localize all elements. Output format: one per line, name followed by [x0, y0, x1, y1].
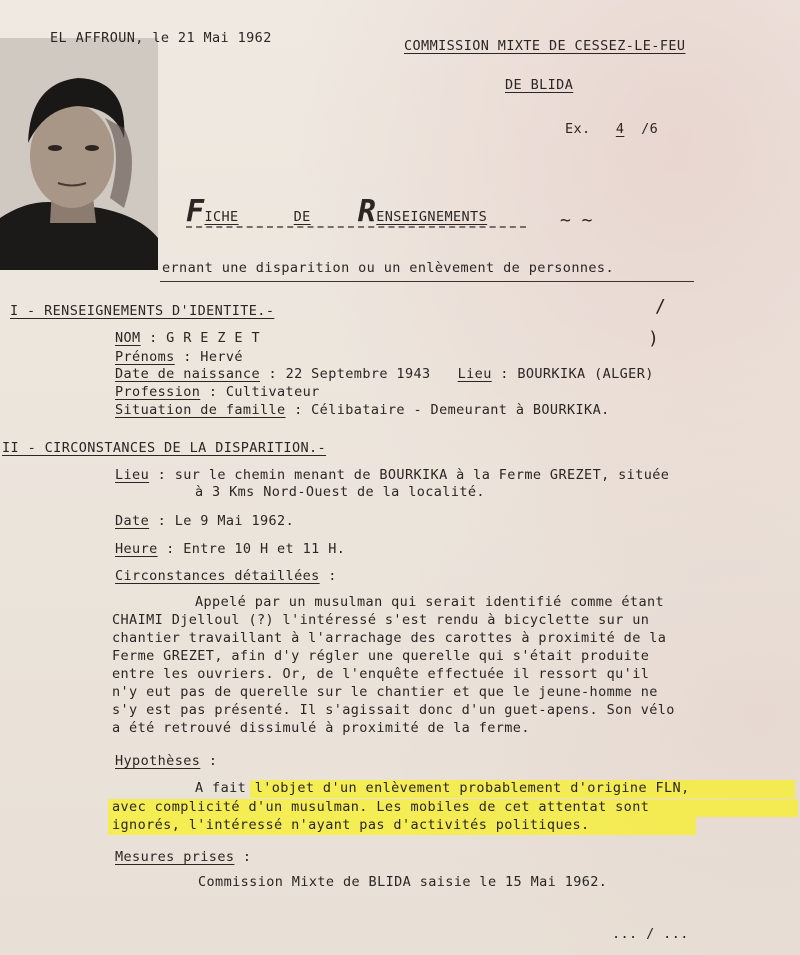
title-marks: ~ ~: [560, 210, 593, 231]
naissance-label: Date de naissance: [115, 366, 260, 382]
title-word-3: ENSEIGNEMENTS: [376, 209, 488, 225]
birth-place-label: Lieu: [457, 366, 492, 382]
date-row: [115, 513, 294, 529]
prenoms-label: Prénoms: [115, 349, 175, 365]
hypotheses-row: [115, 753, 217, 769]
title-underline: [186, 226, 526, 228]
date-label: Date: [115, 513, 150, 529]
portrait-photo: [0, 38, 158, 270]
mesures-value: Commission Mixte de BLIDA saisie le 15 Mai 1962.: [198, 874, 608, 890]
heure-label: Heure: [115, 541, 158, 557]
document-title: [186, 194, 487, 229]
profession-row: [115, 384, 320, 400]
margin-mark-1: /: [655, 296, 666, 317]
lieu-line-1: : sur le chemin menant de BOURKIKA à la Ferme GREZET, située: [157, 467, 670, 483]
commission-title: COMMISSION MIXTE DE CESSEZ-LE-FEU: [404, 38, 686, 54]
circumstances-line: a été retrouvé dissimulé à proximité de la ferme.: [112, 720, 530, 736]
copy-total: /6: [641, 121, 659, 137]
mesures-label: Mesures prises: [115, 849, 235, 865]
circumstances-line: chantier travaillant à l'arrachage des carottes à proximité de la: [112, 630, 667, 646]
margin-mark-2: ): [648, 328, 659, 349]
hypotheses-line: avec complicité d'un musulman. Les mobiles de cet attentat sont: [112, 799, 650, 815]
situation-value: : Célibataire - Demeurant à BOURKIKA.: [294, 402, 610, 418]
copy-label: Ex.: [565, 121, 591, 137]
copy-number: [565, 121, 658, 137]
naissance-value: : 22 Septembre 1943: [268, 366, 431, 382]
circumstances-line: s'y est pas présenté. Il s'agissait donc d'un guet-apens. Son vélo: [112, 702, 675, 718]
birth-place-value: : BOURKIKA (ALGER): [500, 366, 654, 382]
title-initial-r: R: [357, 194, 377, 229]
lieu-label: Lieu: [115, 467, 150, 483]
heure-value: : Entre 10 H et 11 H.: [166, 541, 346, 557]
lieu-line-2: à 3 Kms Nord-Ouest de la localité.: [195, 484, 485, 500]
heure-row: [115, 541, 345, 557]
circumstances-colon: :: [328, 568, 337, 584]
prenoms-row: [115, 349, 243, 365]
section-identity-heading: I - RENSEIGNEMENTS D'IDENTITE.-: [10, 303, 275, 319]
circumstances-line: entre les ouvriers. Or, de l'enquête effectuée il ressort qu'il: [112, 666, 650, 682]
title-initial-f: F: [186, 194, 205, 229]
circumstances-row: [115, 568, 337, 584]
nom-row: [115, 330, 260, 346]
title-word-2: DE: [293, 209, 311, 225]
continuation-mark: ... / ...: [612, 926, 689, 942]
situation-row: [115, 402, 610, 418]
lieu-row: [115, 467, 669, 483]
copy-index: 4: [615, 121, 625, 137]
hypotheses-line: ignorés, l'intéressé n'ayant pas d'activités politiques.: [112, 817, 590, 833]
circumstances-line: Ferme GREZET, afin d'y régler une querelle qui s'était produite: [112, 648, 650, 664]
nom-value: : G R E Z E T: [149, 330, 260, 346]
circumstances-line: n'y eut pas de querelle sur le chantier et que le jeune-homme ne: [112, 684, 658, 700]
naissance-row: [115, 366, 654, 382]
hypotheses-colon: :: [208, 753, 218, 769]
date-value: : Le 9 Mai 1962.: [157, 513, 295, 529]
profession-value: : Cultivateur: [208, 384, 320, 400]
hypotheses-line: A fait l'objet d'un enlèvement probablement d'origine FLN,: [195, 780, 690, 796]
circumstances-line: CHAIMI Djelloul (?) l'intéressé s'est rendu à bicyclette sur un: [112, 612, 650, 628]
section-circumstances-heading: II - CIRCONSTANCES DE LA DISPARITION.-: [2, 440, 327, 456]
place-date: EL AFFROUN, le 21 Mai 1962: [50, 30, 272, 46]
title-word-1: ICHE: [204, 209, 239, 225]
hypotheses-label: Hypothèses: [115, 753, 201, 769]
circumstances-line: Appelé par un musulman qui serait identifié comme étant: [195, 594, 665, 610]
commission-location: DE BLIDA: [505, 77, 574, 93]
circumstances-label: Circonstances détaillées: [115, 568, 320, 584]
subtitle-underline: [160, 281, 694, 282]
profession-label: Profession: [115, 384, 201, 400]
situation-label: Situation de famille: [115, 402, 286, 418]
document-subtitle: ernant une disparition ou un enlèvement de personnes.: [162, 260, 614, 276]
mesures-row: [115, 849, 251, 865]
nom-label: NOM: [115, 330, 141, 346]
mesures-colon: :: [242, 849, 252, 865]
prenoms-value: : Hervé: [183, 349, 243, 365]
